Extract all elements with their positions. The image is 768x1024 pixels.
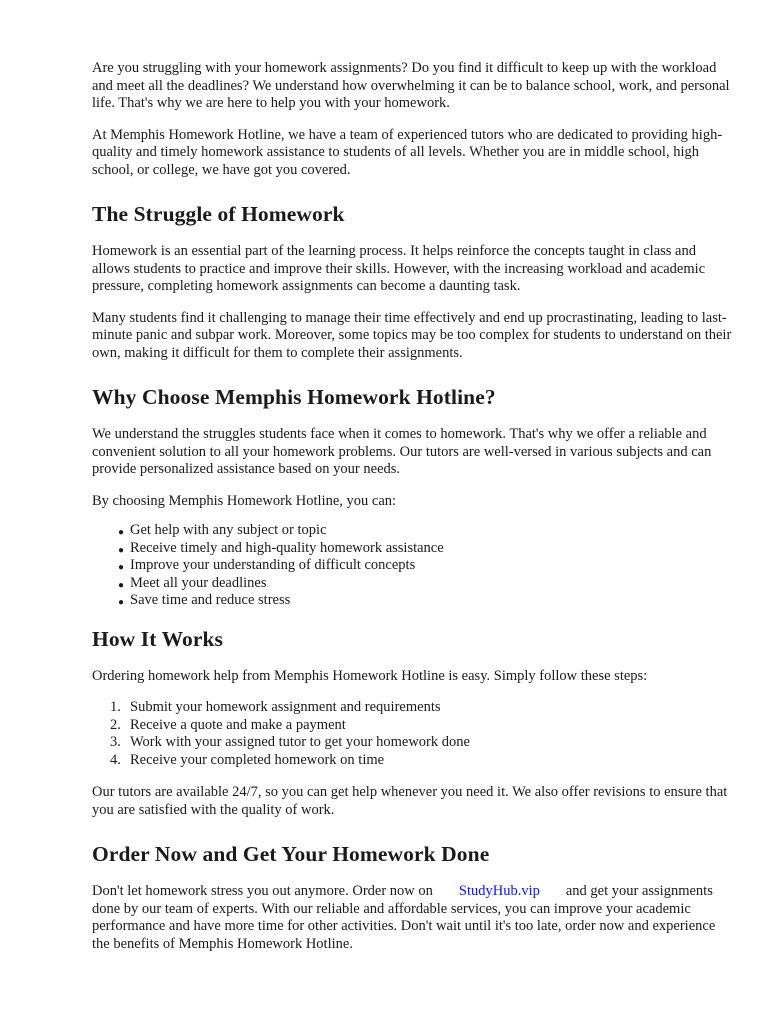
steps-list xyxy=(92,699,732,769)
why-paragraph-1: We understand the struggles students face when it comes to homework. That's why we offer a reliable and convenient solution to all your homework problems. Our tutors are well-versed in various subjects and can provide personalized assistance based on your needs. xyxy=(92,426,712,477)
struggle-paragraph-1: Homework is an essential part of the learning process. It helps reinforce the concepts taught in class and allows students to practice and improve their skills. However, with the increasing workload and academic pressure, completing homework assignments can become a daunting task. xyxy=(92,243,706,294)
list-item: ● Save time and reduce stress xyxy=(92,592,732,610)
list-item: 1. Submit your homework assignment and requirements xyxy=(110,699,441,715)
list-item: ● Get help with any subject or topic xyxy=(92,522,732,540)
benefits-list xyxy=(92,522,732,610)
heading-why-choose: Why Choose Memphis Homework Hotline? xyxy=(92,385,496,409)
list-item: ● Receive timely and high-quality homework assistance xyxy=(92,540,732,558)
bullet-icon: ● xyxy=(118,527,125,538)
heading-struggle: The Struggle of Homework xyxy=(92,202,345,226)
studyhub-link[interactable]: StudyHub.vip xyxy=(458,883,540,899)
why-paragraph-2: By choosing Memphis Homework Hotline, you can: xyxy=(92,492,397,509)
heading-how-it-works: How It Works xyxy=(92,626,224,651)
list-item: 4. Receive your completed homework on time xyxy=(110,751,385,768)
intro-paragraph-1: Are you struggling with your homework assignments? Do you find it difficult to keep up with the workload and meet all the deadlines? We understand how overwhelming it can be to balance school, work, and personal life. That's why we are here to help you with your homework. xyxy=(92,60,730,111)
document-page xyxy=(92,60,732,953)
how-paragraph-2: Our tutors are available 24/7, so you can get help whenever you need it. We also offer revisions to ensure that you are satisfied with the quality of work. xyxy=(92,784,728,818)
list-item: 2. Receive a quote and make a payment xyxy=(110,716,346,733)
order-paragraph: Don't let homework stress you out anymore. Order now on StudyHub.vip and get your assignments done by our team of experts. With our reliable and affordable services, you can improve your academic performance and have more time for other activities. Don't wait until it's too late, order now and experience the benefits of Memphis Homework Hotline. xyxy=(92,883,716,952)
list-item: 3. Work with your assigned tutor to get your homework done xyxy=(110,734,470,750)
bullet-icon: ● xyxy=(118,544,125,556)
intro-paragraph-2: At Memphis Homework Hotline, we have a team of experienced tutors who are dedicated to providing high-quality and timely homework assistance to students of all levels. Whether you are in middle school, high school, or college, we have got you covered. xyxy=(92,126,723,178)
how-paragraph-1: Ordering homework help from Memphis Homework Hotline is easy. Simply follow these steps: xyxy=(92,667,648,684)
list-item: ● Improve your understanding of difficult concepts xyxy=(92,557,732,575)
list-item: ● Meet all your deadlines xyxy=(92,575,732,593)
heading-order-now: Order Now and Get Your Homework Done xyxy=(92,842,490,866)
bullet-icon: ● xyxy=(118,562,125,573)
struggle-paragraph-2: Many students find it challenging to manage their time effectively and end up procrastinating, leading to last-minute panic and subpar work. Moreover, some topics may be too complex for students to understand on their own, making it difficult for them to complete their assignments. xyxy=(92,309,732,361)
bullet-icon: ● xyxy=(118,597,125,608)
bullet-icon: ● xyxy=(118,579,125,591)
